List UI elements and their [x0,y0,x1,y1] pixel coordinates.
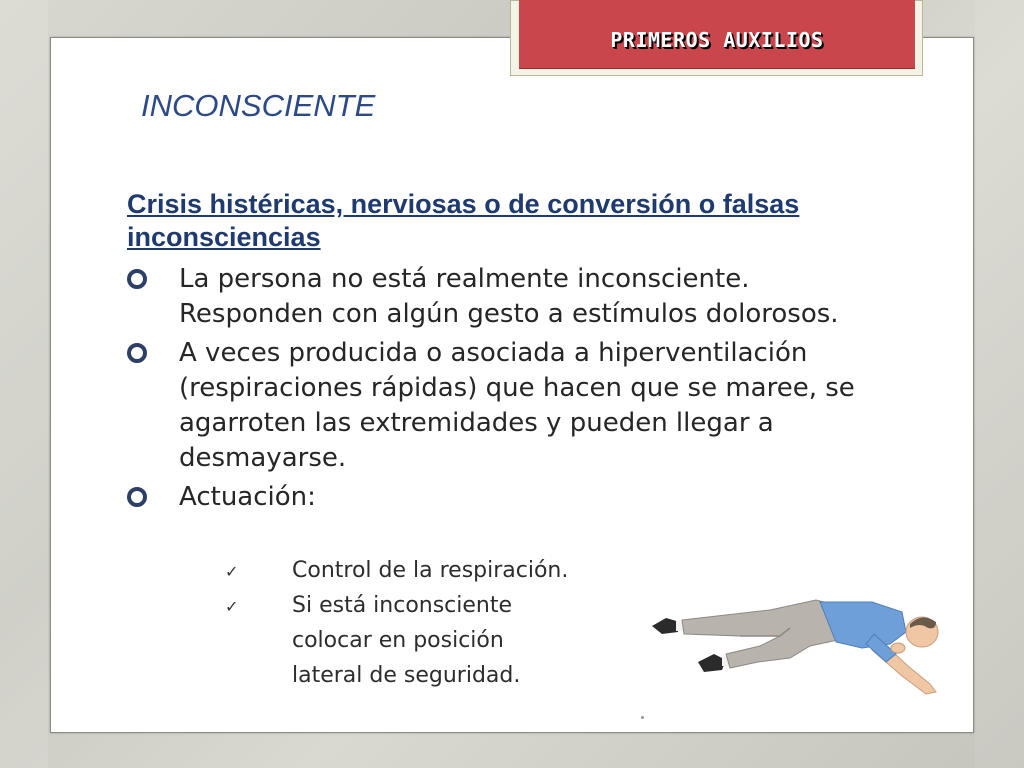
bullet-item [127,336,887,476]
recovery-position-illustration [640,588,950,708]
bullet-item [127,480,887,515]
slide-title: INCONSCIENTE [141,88,376,123]
circle-bullet-icon [127,343,147,363]
sub-bullet-list [225,553,665,693]
bullet-list [127,262,887,519]
sub-bullet-text: Si está inconsciente colocar en posición lateral de seguridad. [292,593,521,688]
header-banner [519,0,915,69]
circle-bullet-icon [127,487,147,507]
shoe-back [652,618,680,634]
shoe-front [698,654,726,672]
bullet-text: Actuación: [179,482,316,512]
checkmark-icon: ✓ [225,597,239,616]
bullet-item [127,262,887,332]
sub-bullet-text: Control de la respiración. [292,558,569,583]
banner-label: PRIMEROS AUXILIOS [610,28,824,52]
section-subheading: Crisis histéricas, nerviosas o de conversión o falsas inconsciencias [127,189,800,252]
sub-bullet-item [225,553,665,588]
bullet-text: A veces producida o asociada a hiperventilación (respiraciones rápidas) que hacen que se maree, se agarroten las extremidades y pueden llegar a desmayarse. [179,338,855,473]
background-facet [0,0,48,768]
background-facet [975,0,1024,768]
checkmark-icon: ✓ [225,562,239,581]
bullet-text: La persona no está realmente inconsciente. Responden con algún gesto a estímulos dolorosos. [179,264,839,329]
image-marker [641,716,644,719]
circle-bullet-icon [127,269,147,289]
trousers [682,600,840,668]
hand [891,643,905,653]
sub-bullet-item [225,588,562,693]
